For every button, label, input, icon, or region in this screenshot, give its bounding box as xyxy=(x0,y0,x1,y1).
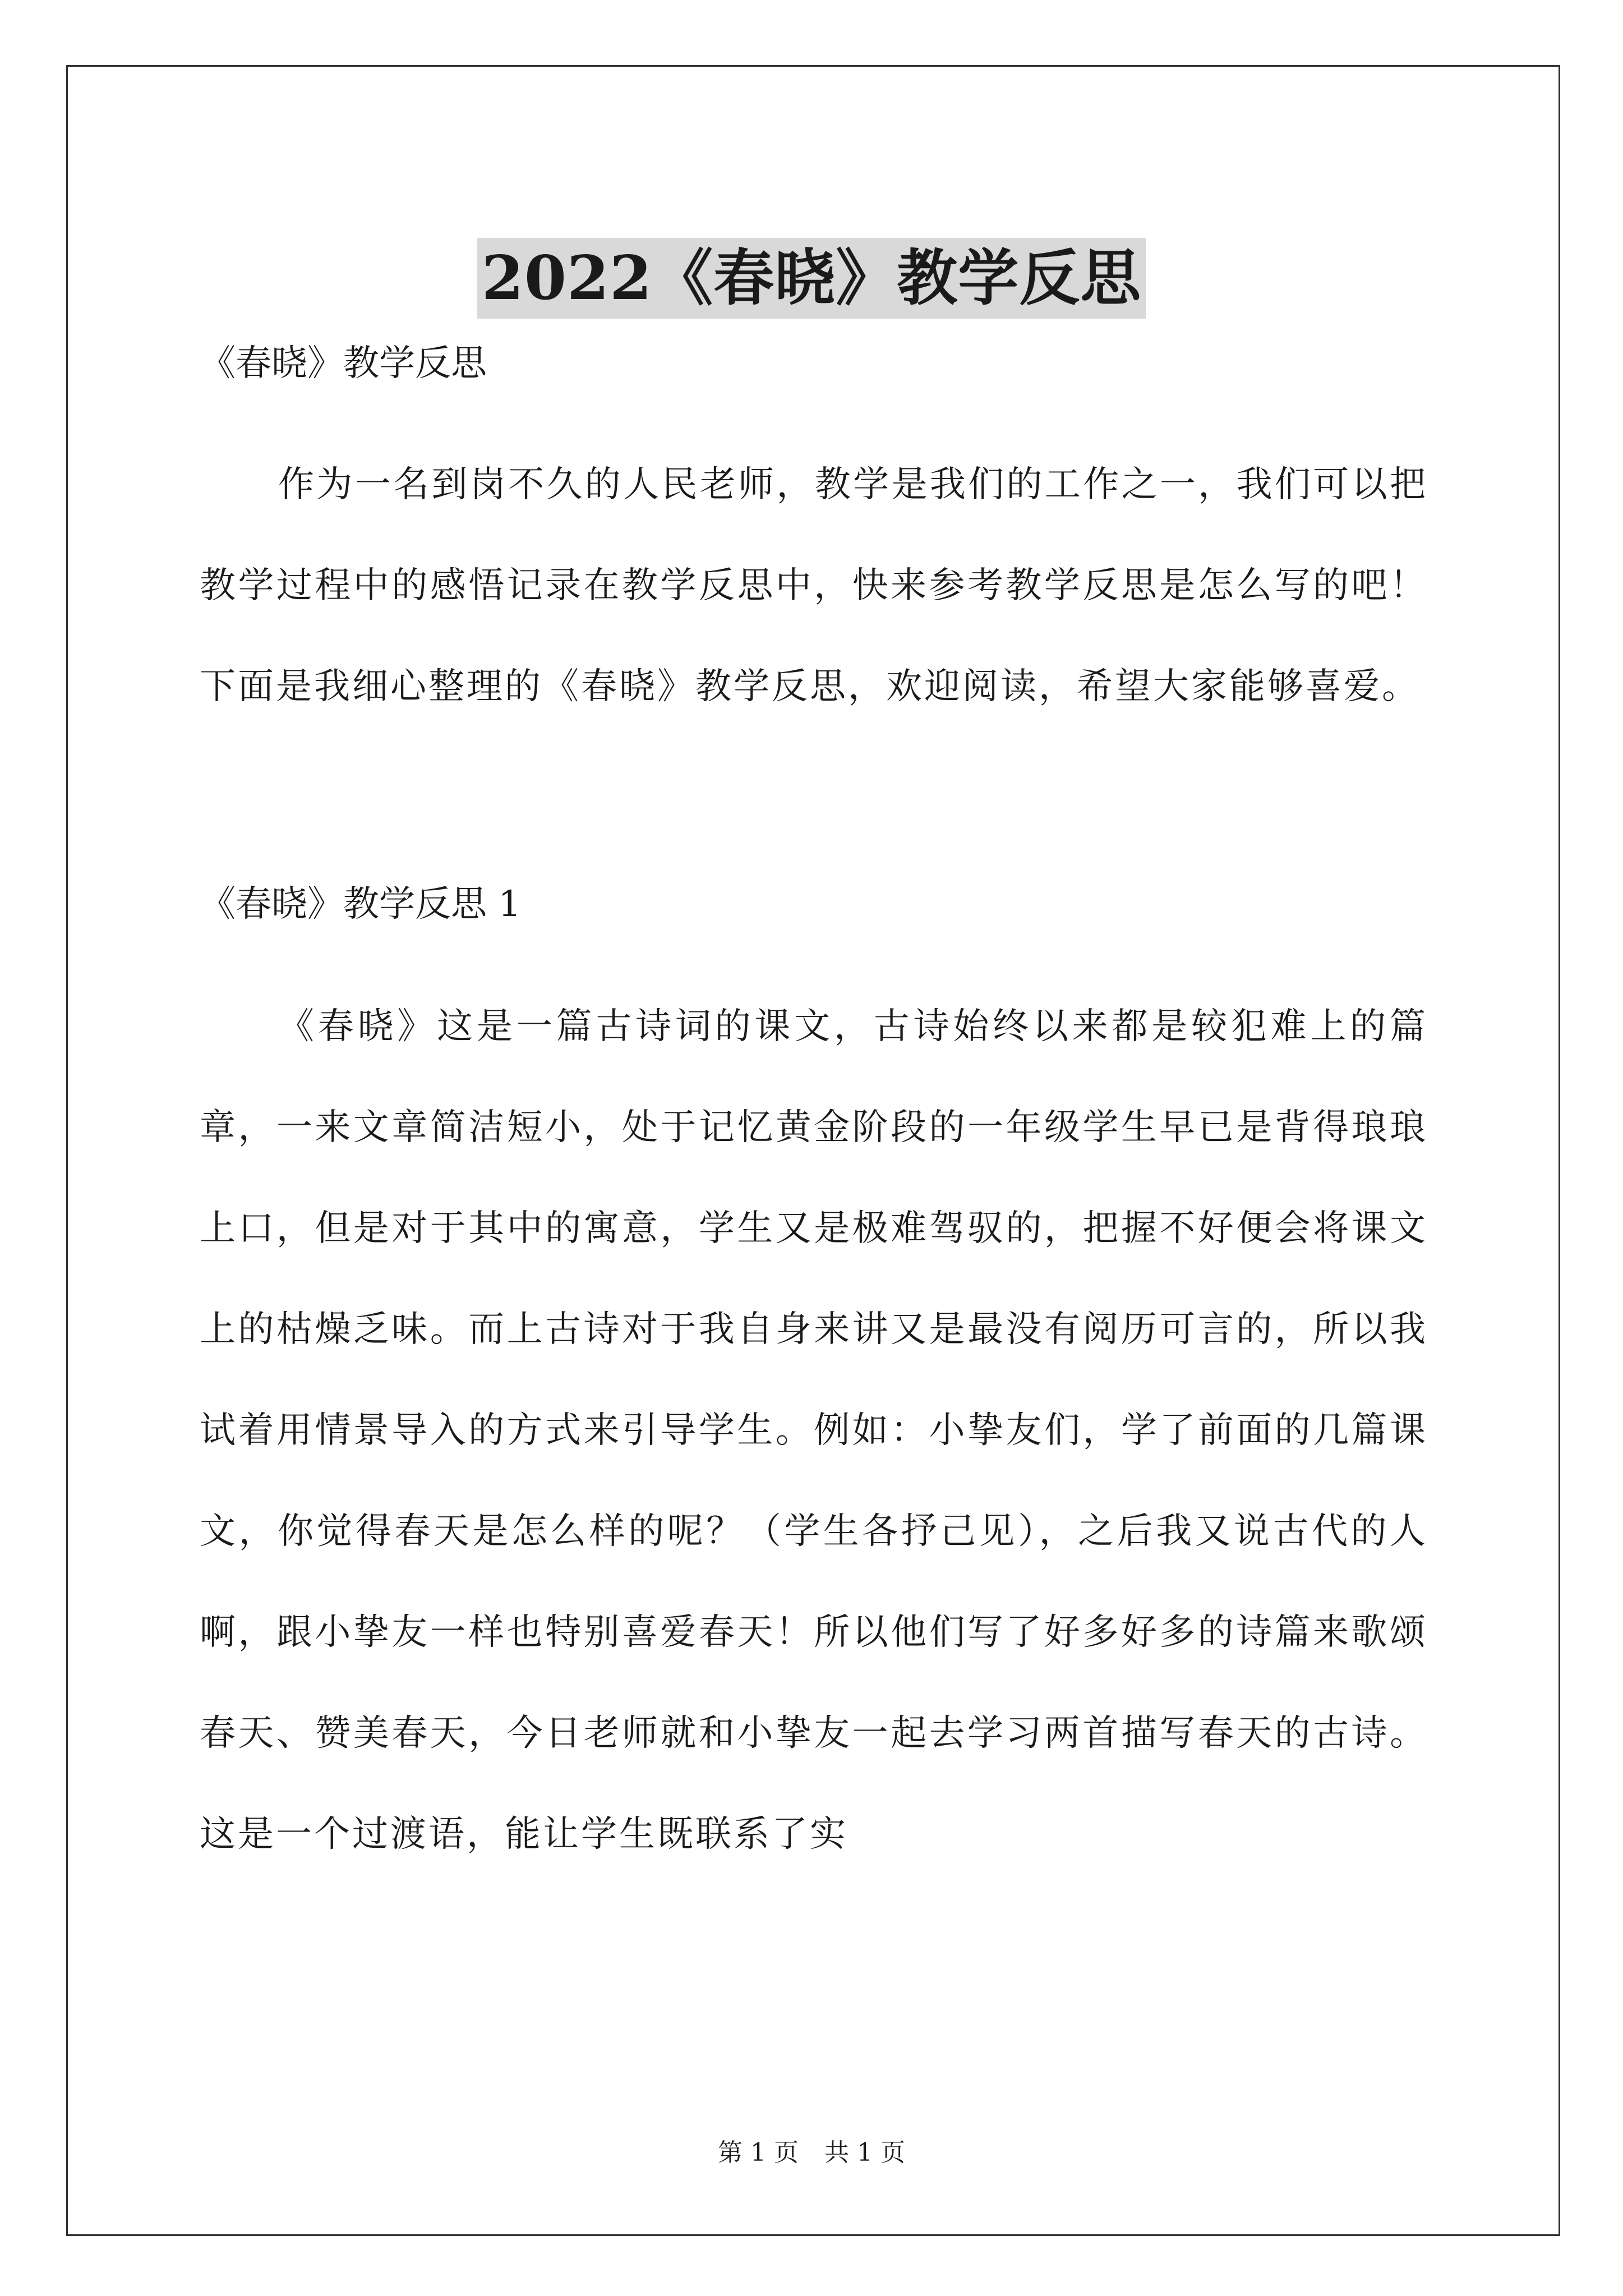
intro-paragraph: 作为一名到岗不久的人民老师，教学是我们的工作之一，我们可以把教学过程中的感悟记录在教学反思中，快来参考教学反思是怎么写的吧！下面是我细心整理的《春晓》教学反思，欢迎阅读，希望大家能够喜爱。 xyxy=(200,464,1428,707)
section-1-heading: 《春晓》教学反思 1 xyxy=(200,884,522,925)
section-1-paragraph: 《春晓》这是一篇古诗词的课文，古诗始终以来都是较犯难上的篇章，一来文章简洁短小，处于记忆黄金阶段的一年级学生早已是背得琅琅上口，但是对于其中的寓意，学生又是极难驾驭的，把握不好便会将课文上的枯燥乏味。而上古诗对于我自身来讲又是最没有阅历可言的，所以我试着用情景导入的方式来引导学生。例如：小挚友们，学了前面的几篇课文，你觉得春天是怎么样的呢？（学生各抒己见），之后我又说古代的人啊，跟小挚友一样也特别喜爱春天！所以他们写了好多好多的诗篇来歌颂春天、赞美春天，今日老师就和小挚友一起去学习两首描写春天的古诗。这是一个过渡语，能让学生既联系了实 xyxy=(200,1006,1428,1855)
page-footer xyxy=(0,2136,1623,2170)
intro-heading: 《春晓》教学反思 xyxy=(200,343,487,384)
document-body xyxy=(200,337,1428,1885)
document-title: 2022《春晓》教学反思 xyxy=(477,238,1146,319)
page-number-current: 第 1 页 xyxy=(718,2138,799,2167)
title-wrap xyxy=(0,197,1623,360)
page-number-total: 共 1 页 xyxy=(824,2138,905,2167)
